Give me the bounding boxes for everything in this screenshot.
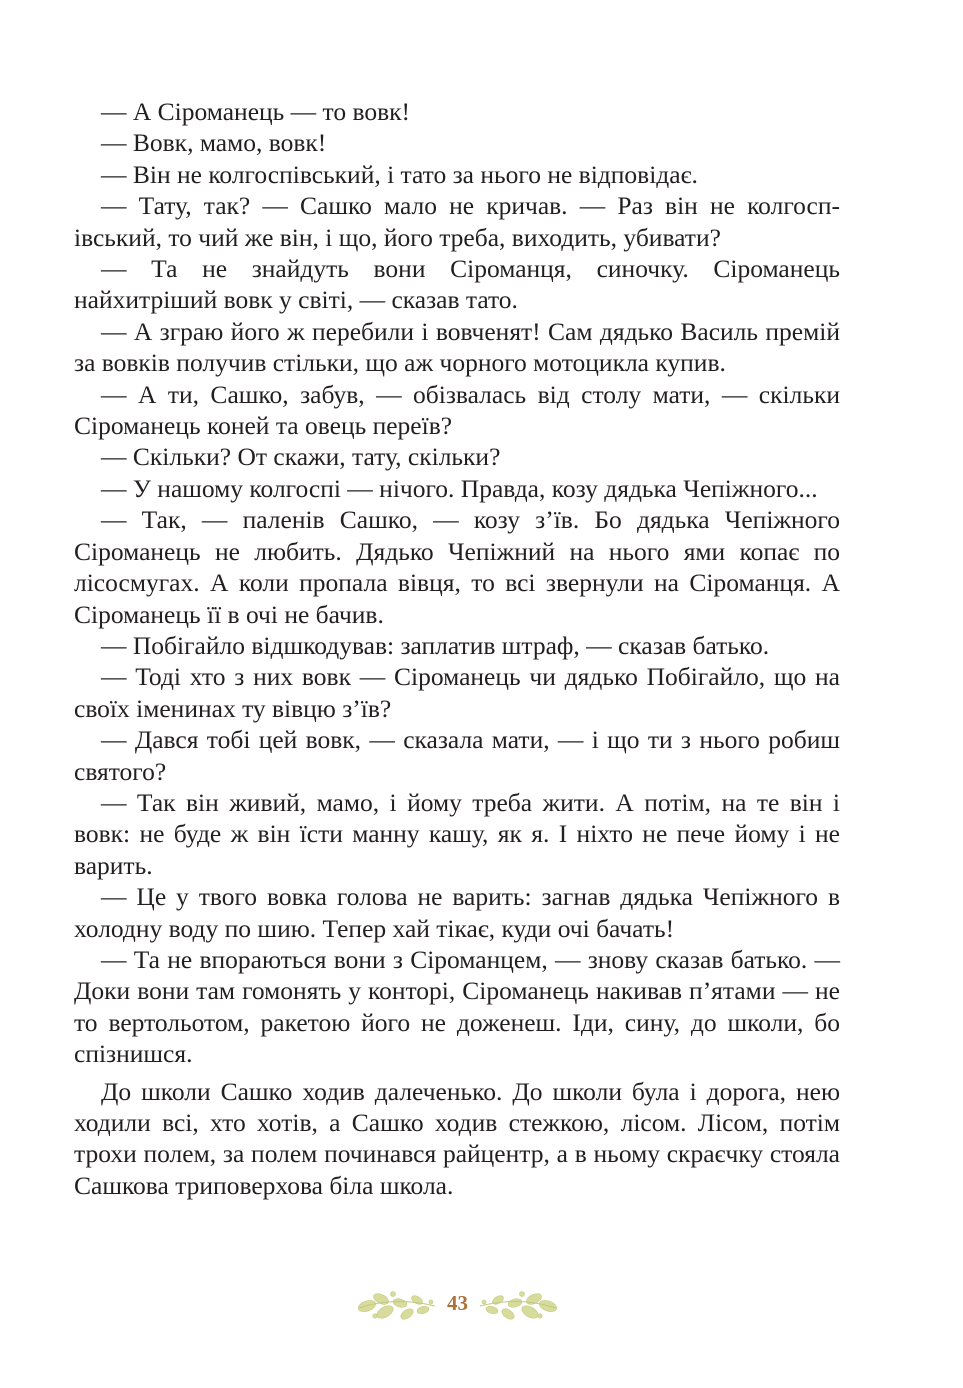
paragraph: — У нашому колгоспі — нічого. Правда, козу дядька Чепіжного... (101, 473, 818, 503)
paragraph: — Так, — паленів Сашко, — козу з’їв. Бо дядька Чепіжного Сіроманець не любить. Дядько Чепіжний на нього ями копає по лісосмугах. А коли пропала вівця, то всі звернули на Сіроманця. А Сіроманець її в очі не бачив. (74, 505, 840, 629)
paragraph: — А Сіроманець — то вовк! (101, 97, 411, 126)
paragraph: — Скільки? От скажи, тату, скільки? (101, 442, 501, 472)
paragraph: — Так він живий, мамо, і йому треба жити. А потім, на те він і вовк: не буде ж він їсти манну кашу, як я. І ніхто не пече йому і не варить. (74, 787, 840, 880)
paragraph: — Та не впораються вони з Сіроманцем, — знову сказав батько. — Доки вони там гомонять у конторі, Сіроманець накивав п’ятами — не то вертольотом, ракетою його не доженеш. Іди, сину, до школи, бо спізнишся. (74, 944, 840, 1069)
paragraph: — Та не знайдуть вони Сіроманця, синочку. Сіроманець найхитріший вовк у світі, — сказав тато. (74, 254, 840, 315)
paragraph: — Вовк, мамо, вовк! (101, 128, 327, 158)
page-footer (355, 1286, 560, 1326)
paragraph: — Тату, так? — Сашко мало не кричав. — Раз він не колгоспівський, то чий же він, і що, його треба, виходить, убивати? (74, 191, 840, 252)
paragraph: — Побігайло відшкодував: заплатив штраф, — сказав батько. (101, 630, 770, 660)
paragraph: — Це у твого вовка голова не варить: загнав дядька Чепіжного в холодну воду по шию. Тепер хай тікає, куди очі бачать! (74, 882, 840, 943)
paragraph: — Дався тобі цей вовк, — сказала мати, — і що ти з нього робиш святого? (74, 725, 840, 786)
paragraph: До школи Сашко ходив далеченько. До школи була і дорога, нею ходили всі, хто хотів, а Сашко ходив стежкою, лісом. Лісом, потім трохи полем, за полем починався райцентр, а в ньому скраєчку стояла Сашкова триповерхова біла школа. (74, 1076, 840, 1200)
paragraph: — А зграю його ж перебили і вовченят! Сам дядько Василь премій за вовків получив стільки, що аж чорного мотоцикла купив. (74, 316, 840, 378)
paragraph: — Тоді хто з них вовк — Сіроманець чи дядько Побігайло, що на своїх іменинах ту вівцю з’їв? (74, 662, 840, 723)
page-text (74, 94, 840, 1201)
paragraph: — Він не колгоспівський, і тато за нього не відповідає. (101, 159, 698, 189)
page-number: 43 (447, 1291, 468, 1315)
paragraph: — А ти, Сашко, забув, — обізвалась від столу мати, — скільки Сіроманець коней та овець переїв? (74, 379, 840, 441)
